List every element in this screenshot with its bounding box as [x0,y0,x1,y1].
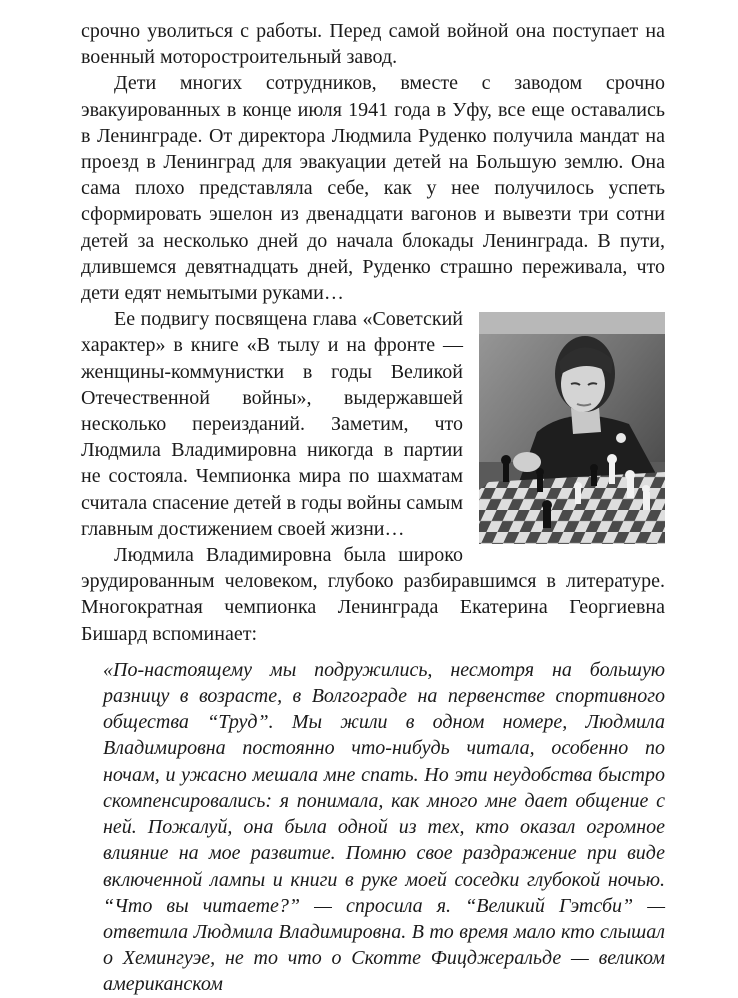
paragraph-erudition: Людмила Владимировна была широко эрудированным человеком, глубоко разбиравшимся в литературе. Многократная чемпионка Ленинграда Екатерина Георгиевна Бишард вспоминает: [81,544,665,645]
chess-player-photo [479,312,665,544]
paragraph-continuation: срочно уволиться с работы. Перед самой войной она поступает на военный моторостроительный завод. [81,20,665,69]
page-body [81,18,665,998]
paragraph-evacuation: Дети многих сотрудников, вместе с заводом срочно эвакуированных в конце июля 1941 года в Уфу, все еще оставались в Ленинграде. От директора Людмила Руденко получила мандат на проезд в Ленинград для эвакуации детей на Большую землю. Она сама плохо представляла себе, как у нее получилось успеть сформировать эшелон из двенадцати вагонов и вывезти три сотни детей за несколько дней до начала блокады Ленинграда. В пути, длившемся девятнадцать дней, Руденко страшно переживала, что дети едят немытыми руками… [81,72,665,305]
memoir-quote: «По-настоящему мы подружились, несмотря на большую разницу в возрасте, в Волгограде на первенстве спортивного общества “Труд”. Мы жили в одном номере, Людмила Владимировна постоянно что-нибудь читала, особенно по ночам, и ужасно мешала мне спать. Но эти неудобства быстро скомпенсировались: я понимала, как много мне дает общение с ней. Пожалуй, она была одной из тех, кто оказал огромное влияние на мое развитие. Помню свое раздражение при виде включенной лампы и книги в руке моей соседки глубокой ночью. “Что вы читаете?” — спросила я. “Великий Гэтсби” — ответила Людмила Владимировна. В то время мало кто слышал о Хемингуэе, не то что о Скотте Фицджеральде — великом американском [103,658,665,996]
paragraph-recognition: Ее подвигу посвящена глава «Советский характер» в книге «В тылу и на фронте — женщины-коммунистки в годы Великой Отечественной войны», выдержавшей несколько переизданий. Заметим, что Людмила Владимировна никогда в партии не состояла. Чемпионка мира по шахматам считала спасение детей в годы войны самым главным достижением своей жизни… [81,308,463,540]
chess-player-photo-drawing [479,312,665,544]
